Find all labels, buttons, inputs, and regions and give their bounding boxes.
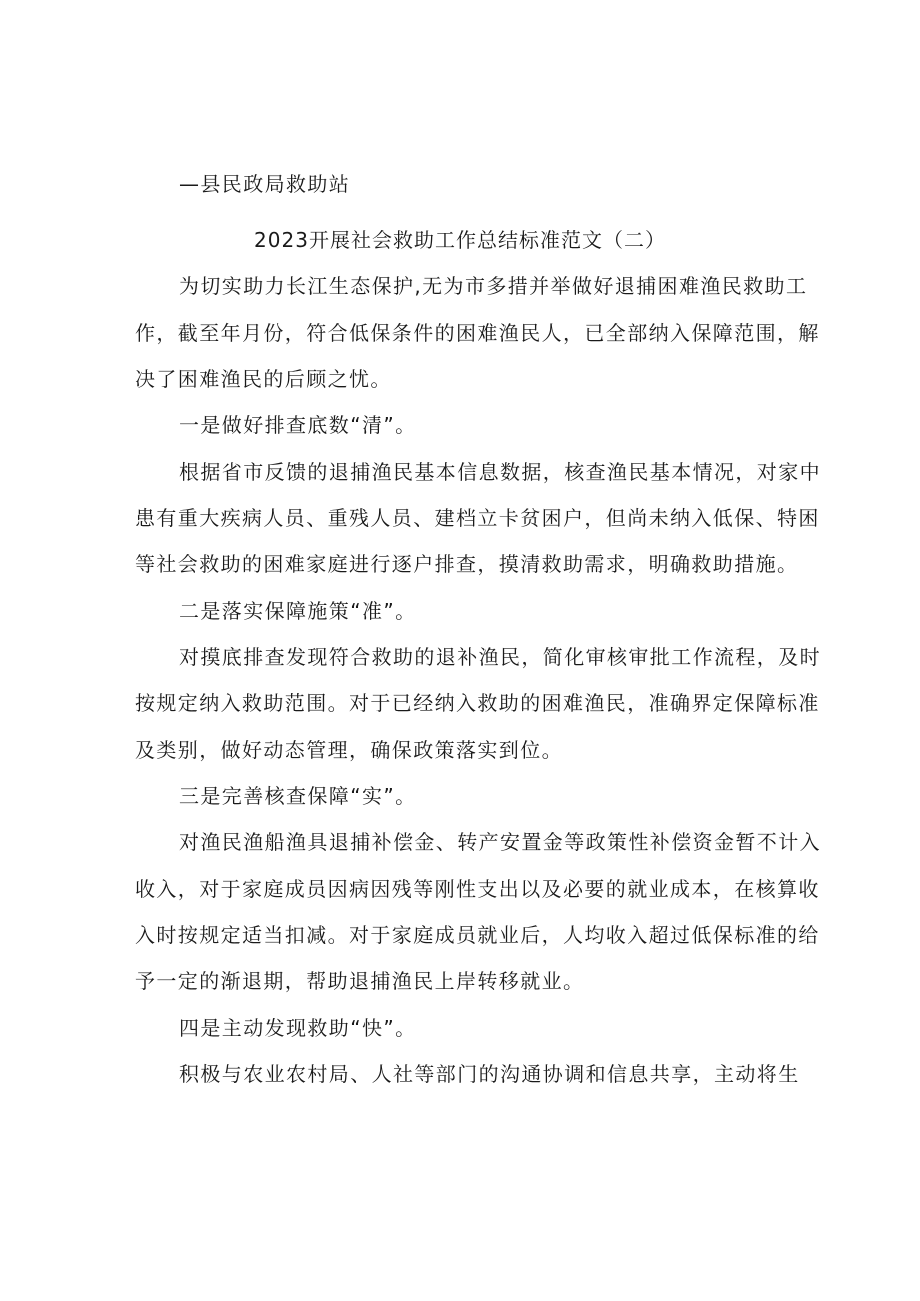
section-heading-3: 三是完善核查保障“实”。: [179, 784, 417, 808]
section-heading-2: 二是落实保障施策“准”。: [179, 599, 417, 623]
section-heading-4: 四是主动发现救助“快”。: [179, 1016, 417, 1040]
paragraph-line: 予一定的渐退期，帮助退捕渔民上岸转移就业。: [135, 969, 585, 993]
paragraph-line: 及类别，做好动态管理，确保政策落实到位。: [135, 738, 563, 762]
paragraph-line: 对渔民渔船渔具退捕补偿金、转产安置金等政策性补偿资金暂不计入: [179, 830, 821, 854]
paragraph-line: 根据省市反馈的退捕渔民基本信息数据，核查渔民基本情况，对家中: [179, 460, 821, 484]
document-title: 2023开展社会救助工作总结标准范文（二）: [254, 228, 666, 252]
paragraph-line: 入时按规定适当扣减。对于家庭成员就业后，人均收入超过低保标准的给: [135, 923, 820, 947]
paragraph-line: 积极与农业农村局、人社等部门的沟通协调和信息共享，主动将生: [179, 1062, 800, 1086]
paragraph-line: 按规定纳入救助范围。对于已经纳入救助的困难渔民，准确界定保障标准: [135, 691, 820, 715]
paragraph-line: 患有重大疾病人员、重残人员、建档立卡贫困户，但尚未纳入低保、特困: [135, 506, 820, 530]
paragraph-line: 作，截至年月份，符合低保条件的困难渔民人，已全部纳入保障范围，解: [135, 321, 820, 345]
section-heading-1: 一是做好排查底数“清”。: [179, 413, 417, 437]
signature: —县民政局救助站: [179, 172, 351, 196]
paragraph-line: 对摸底排查发现符合救助的退补渔民，简化审核审批工作流程，及时: [179, 645, 821, 669]
paragraph-line: 等社会救助的困难家庭进行逐户排查，摸清救助需求，明确救助措施。: [135, 552, 799, 576]
paragraph-line: 为切实助力长江生态保护,无为市多措并举做好退捕困难渔民救助工: [179, 274, 808, 298]
paragraph-line: 决了困难渔民的后顾之忧。: [135, 367, 392, 391]
paragraph-line: 收入，对于家庭成员因病因残等刚性支出以及必要的就业成本，在核算收: [135, 877, 820, 901]
